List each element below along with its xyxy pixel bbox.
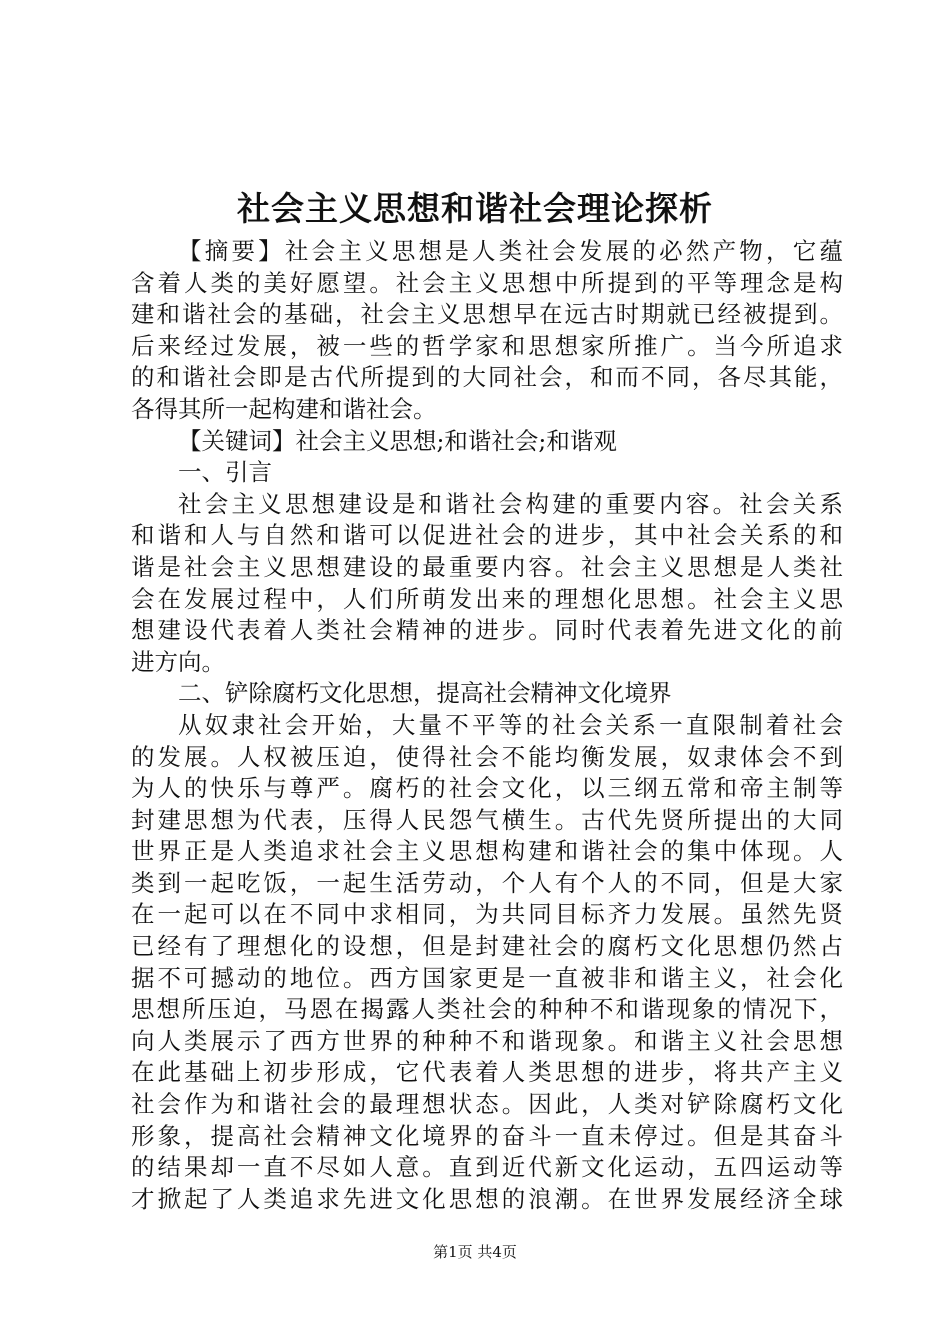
- body-line: 在一起可以在不同中求相同，为共同目标齐力发展。虽然先贤: [131, 900, 843, 929]
- body-line: 才掀起了人类追求先进文化思想的浪潮。在世界发展经济全球: [131, 1184, 843, 1213]
- body-line: 社会主义思想建设是和谐社会构建的重要内容。社会关系: [178, 489, 843, 518]
- body-line: 从奴隶社会开始，大量不平等的社会关系一直限制着社会: [178, 710, 843, 739]
- body-line: 想建设代表着人类社会精神的进步。同时代表着先进文化的前: [131, 616, 843, 645]
- body-line: 类到一起吃饭，一起生活劳动，个人有个人的不同，但是大家: [131, 868, 843, 897]
- document-title: 社会主义思想和谐社会理论探析: [237, 189, 713, 228]
- body-line: 的和谐社会即是古代所提到的大同社会，和而不同，各尽其能，: [131, 363, 843, 392]
- body-line: 已经有了理想化的设想，但是封建社会的腐朽文化思想仍然占: [131, 932, 843, 961]
- body-line: 会在发展过程中，人们所萌发出来的理想化思想。社会主义思: [131, 584, 843, 613]
- body-line: 封建思想为代表，压得人民怨气横生。古代先贤所提出的大同: [131, 805, 843, 834]
- body-line: 的发展。人权被压迫，使得社会不能均衡发展，奴隶体会不到: [131, 742, 843, 771]
- body-line: 据不可撼动的地位。西方国家更是一直被非和谐主义，社会化: [131, 963, 843, 992]
- body-line: 二、铲除腐朽文化思想，提高社会精神文化境界: [178, 679, 672, 708]
- body-line: 形象，提高社会精神文化境界的奋斗一直未停过。但是其奋斗: [131, 1121, 843, 1150]
- body-line: 思想所压迫，马恩在揭露人类社会的种种不和谐现象的情况下，: [131, 995, 843, 1024]
- body-line: 在此基础上初步形成，它代表着人类思想的进步，将共产主义: [131, 1058, 843, 1087]
- body-line: 【关键词】社会主义思想;和谐社会;和谐观: [178, 426, 617, 455]
- body-line: 的结果却一直不尽如人意。直到近代新文化运动，五四运动等: [131, 1153, 843, 1182]
- body-line: 【摘要】社会主义思想是人类社会发展的必然产物，它蕴: [178, 237, 843, 265]
- body-line: 含着人类的美好愿望。社会主义思想中所提到的平等理念是构: [131, 268, 843, 297]
- body-line: 为人的快乐与尊严。腐朽的社会文化，以三纲五常和帝主制等: [131, 774, 843, 803]
- body-line: 各得其所一起构建和谐社会。: [131, 394, 437, 423]
- page-footer: 第1页 共4页: [433, 1243, 517, 1261]
- document-body: [131, 236, 843, 1215]
- body-line: 谐是社会主义思想建设的最重要内容。社会主义思想是人类社: [131, 552, 843, 581]
- body-line: 向人类展示了西方世界的种种不和谐现象。和谐主义社会思想: [131, 1026, 843, 1055]
- body-line: 进方向。: [131, 647, 225, 676]
- body-line: 世界正是人类追求社会主义思想构建和谐社会的集中体现。人: [131, 837, 843, 866]
- body-line: 社会作为和谐社会的最理想状态。因此，人类对铲除腐朽文化: [131, 1090, 843, 1119]
- body-line: 和谐和人与自然和谐可以促进社会的进步，其中社会关系的和: [131, 521, 843, 550]
- body-line: 建和谐社会的基础，社会主义思想早在远古时期就已经被提到。: [131, 300, 843, 329]
- body-line: 后来经过发展，被一些的哲学家和思想家所推广。当今所追求: [131, 331, 843, 360]
- body-line: 一、引言: [178, 458, 272, 487]
